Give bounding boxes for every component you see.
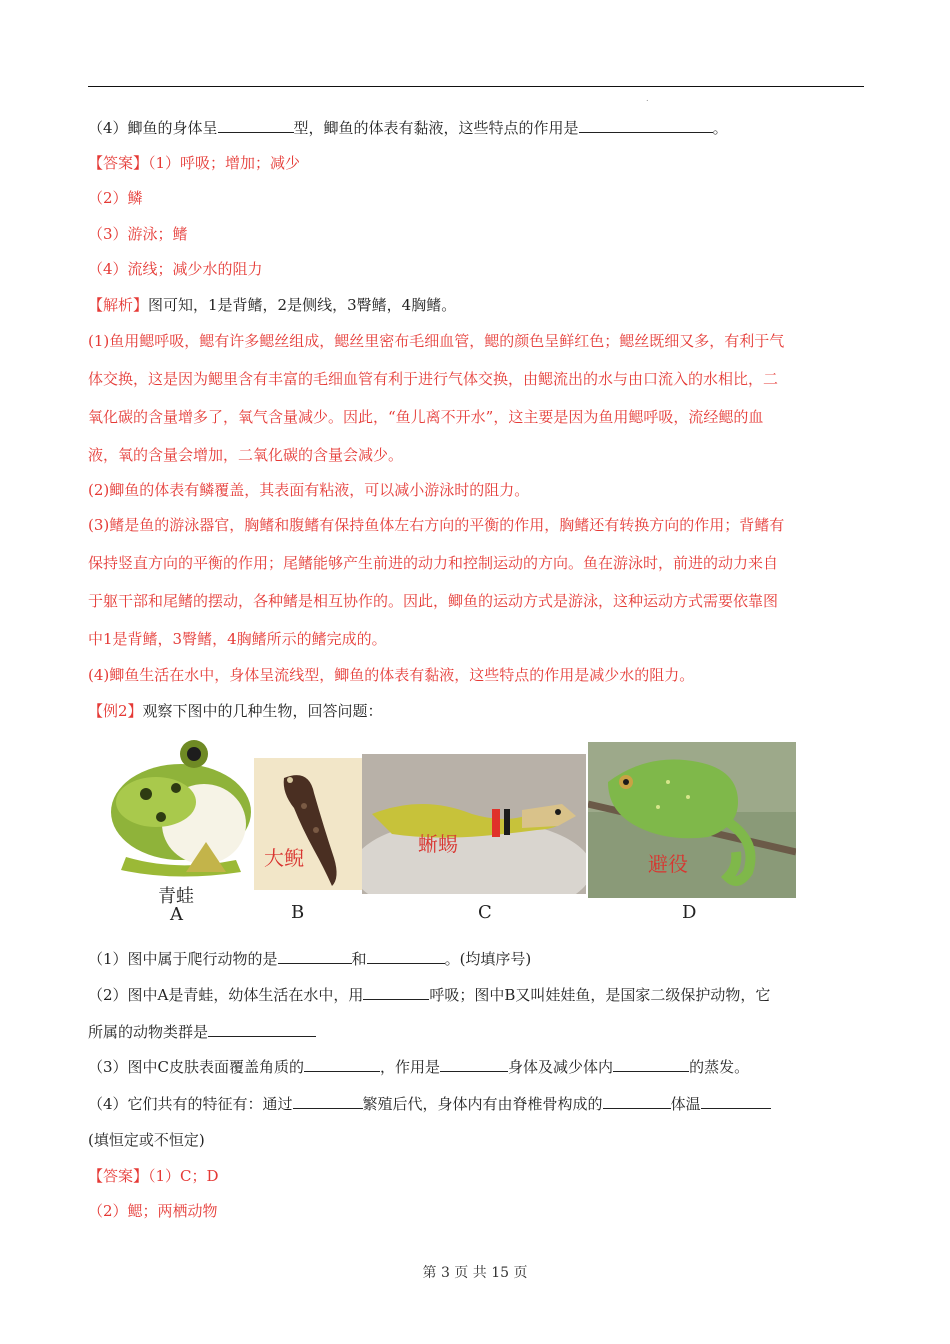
- analysis-line: (4)鲫鱼生活在水中，身体呈流线型，鲫鱼的体表有黏液，这些特点的作用是减少水的阻力。: [88, 666, 695, 684]
- text: 所属的动物类群是: [88, 1023, 209, 1041]
- analysis-line: 氧化碳的含量增多了，氧气含量减少。因此，“鱼儿离不开水”，这主要是因为鱼用鳃呼吸，流经鳃的血: [88, 408, 764, 426]
- answer-line: （4）流线；减少水的阻力: [88, 260, 263, 278]
- example-heading: [88, 701, 383, 721]
- question-line: [88, 949, 531, 969]
- answer-line: （3）游泳；鳍: [88, 225, 188, 243]
- answer-tag: 【答案】: [88, 154, 149, 172]
- frog-label: 青蛙: [158, 886, 194, 907]
- text: 图可知，1是背鳍，2是侧线，3臀鳍，4胸鳍。: [148, 296, 457, 314]
- question-line: (填恒定或不恒定): [88, 1131, 205, 1149]
- text: ，作用是: [380, 1058, 441, 1076]
- figure-letter-d: D: [682, 902, 697, 923]
- text: 呼吸；图中B又叫娃娃鱼，是国家二级保护动物，它: [429, 986, 771, 1004]
- analysis-line: (3)鳍是鱼的游泳器官，胸鳍和腹鳍有保持鱼体左右方向的平衡的作用，胸鳍还有转换方向的作用；背鳍有: [88, 516, 785, 534]
- question-line: [88, 118, 728, 138]
- text: （1）呼吸；增加；减少: [148, 154, 301, 172]
- question-line: [88, 1057, 749, 1077]
- text: （1）C；D: [148, 1167, 219, 1185]
- analysis-line: 液，氧的含量会增加，二氧化碳的含量会减少。: [88, 446, 404, 464]
- chameleon-label: 避役: [648, 852, 688, 876]
- blank: [218, 118, 294, 133]
- analysis-line: [88, 295, 456, 315]
- analysis-line: 保持竖直方向的平衡的作用；尾鳍能够产生前进的动力和控制运动的方向。鱼在游泳时，前进的动力来自: [88, 554, 779, 572]
- text: 。(均填序号): [444, 950, 532, 968]
- chameleon-image: [588, 742, 796, 898]
- question-line: [88, 1094, 771, 1114]
- lizard-label: 蜥蜴: [418, 832, 458, 856]
- salamander-label: 大鲵: [264, 846, 304, 870]
- header-mark: .: [646, 94, 649, 103]
- answer-line: （2）鳃；两栖动物: [88, 1202, 218, 1220]
- frog-image: [86, 732, 256, 882]
- text: 型，鲫鱼的体表有黏液，这些特点的作用是: [293, 119, 579, 137]
- analysis-line: (1)鱼用鳃呼吸，鳃有许多鳃丝组成，鳃丝里密布毛细血管，鳃的颜色呈鲜红色；鳃丝既细又多，有利于气: [88, 332, 785, 350]
- analysis-line: (2)鲫鱼的体表有鳞覆盖，其表面有粘液，可以减小游泳时的阻力。: [88, 481, 530, 499]
- text: （1）图中属于爬行动物的是: [88, 950, 278, 968]
- page-footer: 第 3 页 共 15 页: [422, 1265, 528, 1281]
- text: 和: [351, 950, 367, 968]
- blank: [701, 1094, 771, 1109]
- figure-letter-c: C: [478, 902, 492, 923]
- text: 繁殖后代，身体内有由脊椎骨构成的: [362, 1095, 603, 1113]
- blank: [208, 1022, 316, 1037]
- header-rule: [88, 86, 864, 87]
- text: 观察下图中的几种生物，回答问题：: [142, 702, 383, 720]
- analysis-line: 体交换，这是因为鳃里含有丰富的毛细血管有利于进行气体交换，由鳃流出的水与由口流入的水相比，二: [88, 370, 779, 388]
- blank: [293, 1094, 363, 1109]
- blank: [367, 949, 445, 964]
- blank: [613, 1057, 689, 1072]
- question-line: [88, 1022, 316, 1042]
- text: 。: [712, 119, 728, 137]
- analysis-tag: 【解析】: [88, 296, 149, 314]
- question-line: [88, 985, 770, 1005]
- blank: [278, 949, 352, 964]
- blank: [363, 985, 429, 1000]
- text: 体温: [670, 1095, 701, 1113]
- figure-letter-b: B: [291, 902, 305, 923]
- text: 的蒸发。: [689, 1058, 750, 1076]
- blank: [603, 1094, 671, 1109]
- analysis-line: 于躯干部和尾鳍的摆动，各种鳍是相互协作的。因此，鲫鱼的运动方式是游泳，这种运动方式需要依靠图: [88, 592, 779, 610]
- text: （3）图中C皮肤表面覆盖角质的: [88, 1058, 305, 1076]
- text: （4）它们共有的特征有：通过: [88, 1095, 293, 1113]
- blank: [440, 1057, 508, 1072]
- lizard-image: [362, 754, 586, 894]
- blank: [304, 1057, 380, 1072]
- text: 身体及减少体内: [508, 1058, 614, 1076]
- figure-letter-a: A: [170, 904, 183, 925]
- animal-figures: [86, 732, 798, 932]
- answer-line: （2）鳞: [88, 189, 143, 207]
- example-tag: 【例2】: [88, 702, 143, 720]
- answer-line: [88, 1166, 219, 1186]
- answer-line: [88, 153, 300, 173]
- text: （4）鲫鱼的身体呈: [88, 119, 218, 137]
- analysis-line: 中1是背鳍，3臀鳍，4胸鳍所示的鳍完成的。: [88, 630, 387, 648]
- blank: [579, 118, 713, 133]
- text: （2）图中A是青蛙，幼体生活在水中，用: [88, 986, 364, 1004]
- answer-tag: 【答案】: [88, 1167, 149, 1185]
